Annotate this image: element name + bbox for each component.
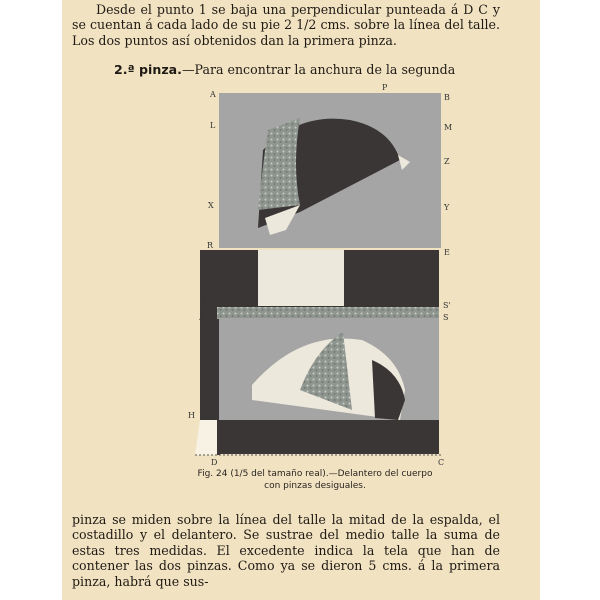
lower-light-block	[258, 250, 344, 306]
label-l: L	[210, 121, 216, 130]
bottom-left-wedge	[195, 420, 217, 455]
lower-mottled-strip	[217, 307, 439, 319]
label-e: E	[444, 248, 450, 257]
label-c: C	[438, 458, 445, 467]
label-a: A	[210, 90, 216, 99]
label-j-prime: J'	[200, 311, 206, 320]
label-x: X	[208, 201, 214, 210]
label-j: J	[203, 296, 207, 305]
label-d: D	[211, 458, 218, 467]
label-s: S	[443, 313, 449, 322]
paragraph-bottom: pinza se miden sobre la línea del talle la mitad de la espalda, el costadillo y el delantero. Se sustrae del medio talle la suma de estas tres medidas. El excedente indica la tela que han de contener las dos pinzas. Como ya se dieron 5 cms. á la primera pinza, habrá que sus-	[72, 512, 500, 589]
lower-bottom-band	[217, 420, 439, 454]
label-p: P	[382, 83, 388, 92]
label-z: Z	[444, 157, 450, 166]
label-s-prime: S'	[443, 301, 451, 310]
label-m: M	[444, 123, 453, 132]
caption-line-2: con pinzas desiguales.	[264, 481, 366, 491]
label-h: H	[188, 411, 195, 420]
caption-line-1: Fig. 24 (1/5 del tamaño real).—Delantero del cuerpo	[197, 469, 433, 479]
label-b: B	[444, 93, 450, 102]
figure-caption	[150, 468, 480, 492]
label-r: R	[207, 241, 214, 250]
label-y: Y	[444, 203, 450, 212]
section-text: —Para encontrar la anchura de la segunda	[181, 62, 456, 77]
section-heading: 2.ª pinza.	[114, 62, 182, 77]
paragraph-top: Desde el punto 1 se baja una perpendicular punteada á D C y se cuentan á cada lado de su pie 2 1/2 cms. sobre la línea del talle. Los dos puntos así obtenidos dan la primera pinza.	[72, 2, 500, 48]
